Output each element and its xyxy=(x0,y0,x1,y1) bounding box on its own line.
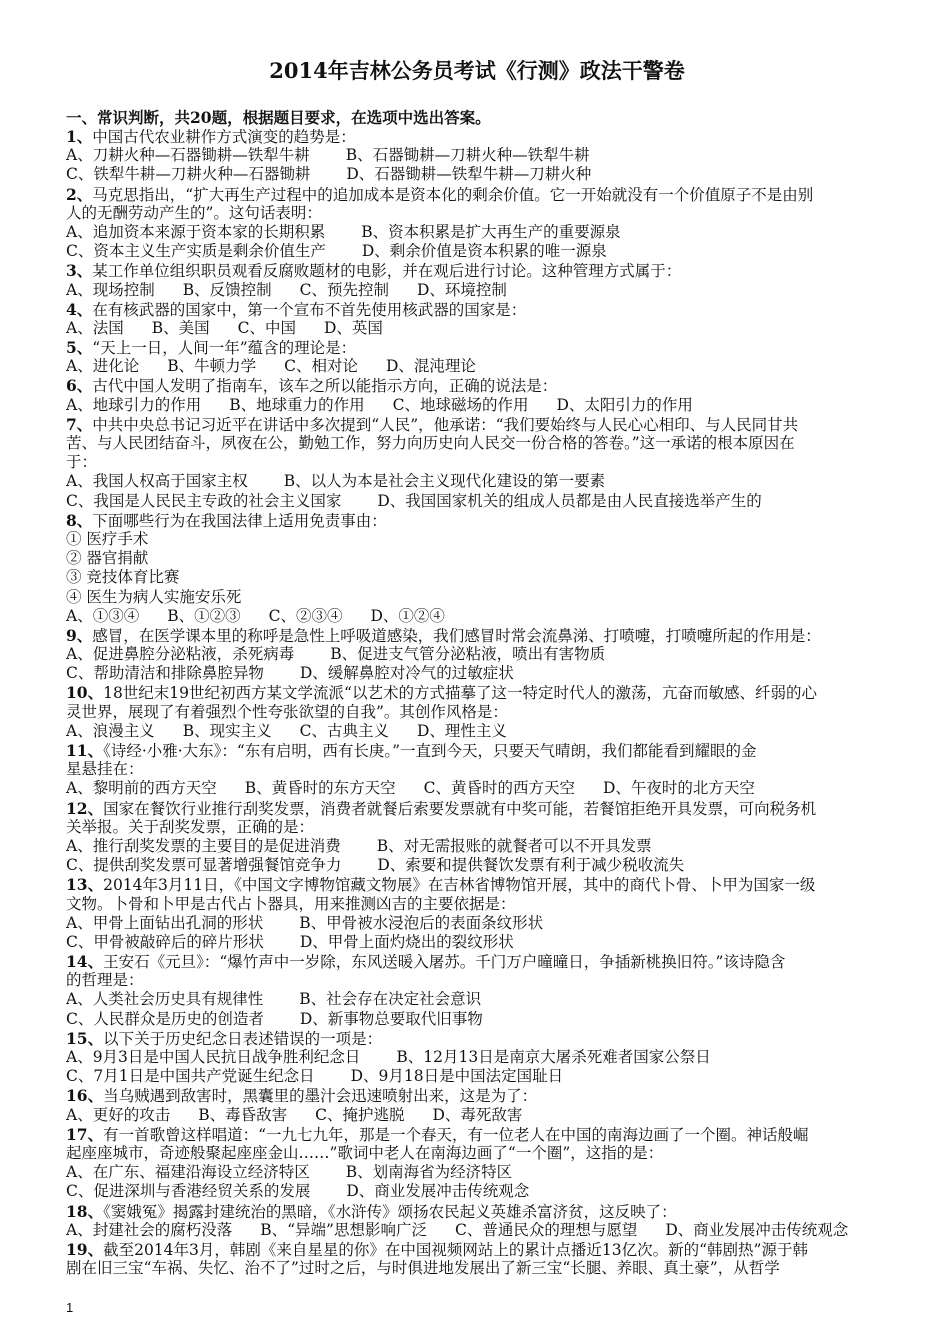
line-text: 感冒，在医学课本里的称呼是急性上呼吸道感染，我们感冒时常会流鼻涕、打喷嚏，打喷嚏所起的作用是： xyxy=(92,626,821,645)
answer-option: A、甲骨上面钻出孔洞的形状 xyxy=(66,913,264,932)
option-line xyxy=(66,165,888,184)
answer-option: C、掩护逃脱 xyxy=(315,1105,405,1124)
line-text: 某工作单位组织职员观看反腐败题材的电影，并在观后进行讨论。这种管理方式属于： xyxy=(92,262,682,281)
answer-option: B、“异端”思想影响广泛 xyxy=(260,1220,427,1239)
question-number: 15、 xyxy=(66,1028,104,1048)
answer-option: B、甲骨被水浸泡后的表面条纹形状 xyxy=(299,913,544,932)
answer-option: D、剩余价值是资本积累的唯一源泉 xyxy=(361,242,607,261)
question-stem xyxy=(66,1029,888,1048)
line-text: 于： xyxy=(66,453,98,472)
line-text: 下面哪些行为在我国法律上适用免责事由： xyxy=(92,511,387,530)
answer-option: A、刀耕火种—石器锄耕—铁犁牛耕 xyxy=(66,146,310,165)
answer-option: C、促进深圳与香港经贸关系的发展 xyxy=(66,1182,311,1201)
answer-option: D、午夜时的北方天空 xyxy=(602,779,755,798)
answer-option: D、商业发展冲击传统观念 xyxy=(346,1182,530,1201)
line-text: “天上一日，人间一年”蕴含的理论是： xyxy=(92,339,357,358)
answer-option: A、进化论 xyxy=(66,357,140,376)
option-line xyxy=(66,1163,888,1182)
line-text: ② 器官捐献 xyxy=(66,549,149,568)
line-text: 中共中央总书记习近平在讲话中多次提到“人民”，他承诺：“我们要始终与人民心心相印、与人民同甘共 xyxy=(92,415,799,434)
question-number: 17、 xyxy=(66,1124,104,1144)
line-text: 王安石《元旦》：“爆竹声中一岁除，东风送暖入屠苏。千门万户曈曈日，争插新桃换旧符。”该诗隐含 xyxy=(103,953,786,972)
text-line xyxy=(66,895,888,914)
option-line xyxy=(66,779,888,798)
answer-option: C、古典主义 xyxy=(299,721,389,740)
question-number: 3、 xyxy=(66,261,93,281)
question-stem xyxy=(66,511,888,530)
line-text: 灵世界，展现了有着强烈个性夸张欲望的自我”。其创作风格是： xyxy=(66,702,508,721)
answer-option: C、相对论 xyxy=(284,357,358,376)
option-line xyxy=(66,396,888,415)
line-text: 起座座城市，奇迹般聚起座座金山……”歌词中老人在南海边画了“一个圈”，这指的是： xyxy=(66,1143,664,1162)
question-stem xyxy=(66,741,888,760)
option-line xyxy=(66,492,888,511)
line-text: 关举报。关于刮奖发票，正确的是： xyxy=(66,817,315,836)
option-line xyxy=(66,856,888,875)
answer-option: C、7月1日是中国共产党诞生纪念日 xyxy=(66,1067,315,1086)
question-number: 10、 xyxy=(66,683,104,703)
answer-option: D、我国国家机关的组成人员都是由人民直接选举产生的 xyxy=(377,491,762,510)
answer-option: C、中国 xyxy=(237,318,296,337)
answer-option: D、①②④ xyxy=(370,606,445,625)
option-line xyxy=(66,990,888,1009)
option-line xyxy=(66,1106,888,1125)
line-text: 在有核武器的国家中，第一个宣布不首先使用核武器的国家是： xyxy=(92,300,527,319)
question-number: 18、 xyxy=(66,1201,104,1221)
question-number: 7、 xyxy=(66,414,93,434)
option-line xyxy=(66,281,888,300)
question-stem xyxy=(66,261,888,280)
option-line xyxy=(66,223,888,242)
answer-option: C、②③④ xyxy=(268,606,343,625)
line-text: 的哲理是： xyxy=(66,971,144,990)
line-text: 文物。卜骨和卜甲是古代占卜器具，用来推测凶吉的主要依据是： xyxy=(66,894,516,913)
answer-option: D、混沌理论 xyxy=(385,357,476,376)
answer-option: C、帮助清洁和排除鼻腔异物 xyxy=(66,664,264,683)
option-line xyxy=(66,357,888,376)
answer-option: B、美国 xyxy=(151,318,210,337)
text-line xyxy=(66,703,888,722)
answer-option: C、我国是人民民主专政的社会主义国家 xyxy=(66,491,342,510)
line-text: 剧在旧三宝“车祸、失忆、治不了”过时之后，与时俱进地发展出了新三宝“长腿、养眼、真土豪”，从哲学 xyxy=(66,1259,780,1278)
question-number: 4、 xyxy=(66,299,93,319)
text-line xyxy=(66,1259,888,1278)
answer-option: C、普通民众的理想与愿望 xyxy=(454,1220,638,1239)
option-line xyxy=(66,1010,888,1029)
question-stem xyxy=(66,1240,888,1259)
question-stem xyxy=(66,952,888,971)
answer-option: A、更好的攻击 xyxy=(66,1105,171,1124)
option-line xyxy=(66,1221,888,1240)
answer-option: B、社会存在决定社会意识 xyxy=(299,990,482,1009)
line-text: 马克思指出，“扩大再生产过程中的追加成本是资本化的剩余价值。它一开始就没有一个价值原子不是由别 xyxy=(92,185,814,204)
option-line xyxy=(66,146,888,165)
line-text: 有一首歌曾这样唱道：“一九七九年，那是一个春天，有一位老人在中国的南海边画了一个圈。神话般崛 xyxy=(103,1125,809,1144)
answer-option: C、地球磁场的作用 xyxy=(392,395,529,414)
answer-option: D、太阳引力的作用 xyxy=(556,395,693,414)
option-line xyxy=(66,837,888,856)
text-line xyxy=(66,1144,888,1163)
answer-option: B、促进支气管分泌粘液，喷出有害物质 xyxy=(330,645,606,664)
line-text: 《窦娥冤》揭露封建统治的黑暗，《水浒传》颂扬农民起义英雄杀富济贫，这反映了： xyxy=(103,1202,677,1221)
text-line xyxy=(66,971,888,990)
line-text: ③ 竞技体育比赛 xyxy=(66,568,180,587)
line-text: 截至2014年3月，韩剧《来自星星的你》在中国视频网站上的累计点播近13亿次。新的“韩剧热”源于韩 xyxy=(103,1240,808,1259)
question-stem xyxy=(66,1086,888,1105)
answer-option: B、现实主义 xyxy=(182,721,272,740)
text-line xyxy=(66,588,888,607)
line-text: 18世纪末19世纪初西方某文学流派“以艺术的方式描摹了这一特定时代人的激荡，亢奋而敏感、纤弱的心 xyxy=(103,684,817,703)
option-line xyxy=(66,645,888,664)
option-line xyxy=(66,914,888,933)
answer-option: A、黎明前的西方天空 xyxy=(66,779,217,798)
answer-option: D、理性主义 xyxy=(416,721,507,740)
answer-option: A、我国人权高于国家主权 xyxy=(66,472,248,491)
answer-option: A、9月3日是中国人民抗日战争胜利纪念日 xyxy=(66,1048,361,1066)
question-stem xyxy=(66,799,888,818)
option-line xyxy=(66,664,888,683)
answer-option: C、黄昏时的西方天空 xyxy=(423,779,575,798)
question-stem xyxy=(66,1125,888,1144)
answer-option: D、商业发展冲击传统观念 xyxy=(665,1220,849,1239)
answer-option: D、索要和提供餐饮发票有利于减少税收流失 xyxy=(377,856,685,875)
option-line xyxy=(66,319,888,338)
line-text: 国家在餐饮行业推行刮奖发票，消费者就餐后索要发票就有中奖可能，若餐馆拒绝开具发票，可向税务机 xyxy=(103,799,817,818)
line-text: 当乌贼遇到敌害时，黑囊里的墨汁会迅速喷射出来，这是为了： xyxy=(103,1087,538,1106)
answer-option: D、缓解鼻腔对冷气的过敏症状 xyxy=(299,664,514,683)
text-line xyxy=(66,568,888,587)
answer-option: A、法国 xyxy=(66,318,124,337)
answer-option: C、铁犁牛耕—刀耕火种—石器锄耕 xyxy=(66,165,311,184)
answer-option: B、黄昏时的东方天空 xyxy=(244,779,396,798)
answer-option: B、对无需报账的就餐者可以不开具发票 xyxy=(376,836,652,855)
answer-option: C、资本主义生产实质是剩余价值生产 xyxy=(66,242,326,261)
answer-option: D、石器锄耕—铁犁牛耕—刀耕火种 xyxy=(346,165,592,184)
answer-option: B、以人为本是社会主义现代化建设的第一要素 xyxy=(283,472,606,491)
answer-option: A、在广东、福建沿海设立经济特区 xyxy=(66,1163,310,1182)
question-number: 14、 xyxy=(66,952,104,972)
answer-option: C、甲骨被敲碎后的碎片形状 xyxy=(66,932,264,951)
text-line xyxy=(66,434,888,453)
question-number: 16、 xyxy=(66,1086,104,1106)
document-page xyxy=(66,56,888,1278)
answer-option: B、地球重力的作用 xyxy=(229,395,365,414)
answer-option: B、石器锄耕—刀耕火种—铁犁牛耕 xyxy=(345,146,590,165)
answer-option: B、牛顿力学 xyxy=(167,357,257,376)
text-line xyxy=(66,204,888,223)
question-number: 1、 xyxy=(66,127,93,146)
option-line xyxy=(66,1182,888,1201)
answer-option: B、①②③ xyxy=(167,606,241,625)
answer-option: A、推行刮奖发票的主要目的是促进消费 xyxy=(66,836,341,855)
answer-option: C、人民群众是历史的创造者 xyxy=(66,1009,264,1028)
line-text: ① 医疗手术 xyxy=(66,529,149,548)
line-text: 以下关于历史纪念日表述错误的一项是： xyxy=(103,1029,383,1048)
question-number: 13、 xyxy=(66,875,104,895)
question-stem xyxy=(66,875,888,894)
line-text: 中国古代农业耕作方式演变的趋势是： xyxy=(92,128,356,146)
answer-option: B、划南海省为经济特区 xyxy=(345,1163,513,1182)
line-text: 古代中国人发明了指南车，该车之所以能指示方向，正确的说法是： xyxy=(92,377,558,396)
question-number: 11、 xyxy=(66,741,104,760)
answer-option: C、预先控制 xyxy=(299,280,389,299)
question-stem xyxy=(66,1202,888,1221)
line-text: 人的无酬劳动产生的”。这句话表明： xyxy=(66,203,322,222)
answer-option: D、英国 xyxy=(323,318,383,337)
question-stem xyxy=(66,338,888,357)
answer-option: A、①③④ xyxy=(66,606,140,625)
answer-option: D、甲骨上面灼烧出的裂纹形状 xyxy=(299,932,514,951)
question-stem xyxy=(66,185,888,204)
option-line xyxy=(66,1067,888,1086)
line-text: 苦、与人民团结奋斗，夙夜在公，勤勉工作，努力向历史向人民交一份合格的答卷。”这一承诺的根本原因在 xyxy=(66,434,795,452)
answer-option: A、浪漫主义 xyxy=(66,721,155,740)
question-stem xyxy=(66,127,888,146)
option-line xyxy=(66,722,888,741)
question-stem xyxy=(66,415,888,434)
section-heading: 一、常识判断，共20题，根据题目要求，在选项中选出答案。 xyxy=(66,108,491,127)
answer-option: A、追加资本来源于资本家的长期积累 xyxy=(66,222,326,241)
question-number: 2、 xyxy=(66,184,93,204)
line-text: 2014年3月11日，《中国文字博物馆藏文物展》在吉林省博物馆开展，其中的商代卜骨、卜甲为国家一级 xyxy=(103,876,816,895)
answer-option: D、毒死敌害 xyxy=(432,1105,523,1124)
option-line xyxy=(66,933,888,952)
question-stem xyxy=(66,300,888,319)
answer-option: A、人类社会历史具有规律性 xyxy=(66,990,264,1009)
answer-option: B、毒昏敌害 xyxy=(198,1105,288,1124)
answer-option: A、地球引力的作用 xyxy=(66,395,202,414)
answer-option: B、资本积累是扩大再生产的重要源泉 xyxy=(361,222,621,241)
text-line xyxy=(66,549,888,568)
answer-option: D、新事物总要取代旧事物 xyxy=(299,1009,483,1028)
line-text: 《诗经·小雅·大东》：“东有启明，西有长庚。”一直到今天，只要天气晴朗，我们都能看到耀眼的金 xyxy=(103,742,757,760)
question-list xyxy=(66,127,888,1278)
text-line xyxy=(66,453,888,472)
option-line xyxy=(66,607,888,626)
text-line xyxy=(66,760,888,779)
question-number: 8、 xyxy=(66,510,93,530)
text-line xyxy=(66,818,888,837)
page-title: 2014年吉林公务员考试《行测》政法干警卷 xyxy=(269,58,685,83)
question-stem xyxy=(66,683,888,702)
line-text: ④ 医生为病人实施安乐死 xyxy=(66,587,242,606)
answer-option: D、环境控制 xyxy=(416,280,507,299)
line-text: 星悬挂在： xyxy=(66,760,144,779)
text-line xyxy=(66,530,888,549)
question-number: 9、 xyxy=(66,625,93,645)
option-line xyxy=(66,472,888,491)
page-number: 1 xyxy=(66,1300,74,1315)
question-stem xyxy=(66,376,888,395)
answer-option: D、9月18日是中国法定国耻日 xyxy=(350,1067,564,1086)
answer-option: B、反馈控制 xyxy=(182,280,272,299)
option-line xyxy=(66,242,888,261)
question-stem xyxy=(66,626,888,645)
question-number: 6、 xyxy=(66,376,93,396)
question-number: 5、 xyxy=(66,338,93,358)
answer-option: B、12月13日是南京大屠杀死难者国家公祭日 xyxy=(396,1048,711,1066)
answer-option: A、封建社会的腐朽没落 xyxy=(66,1220,233,1239)
question-number: 19、 xyxy=(66,1239,104,1259)
option-line xyxy=(66,1048,888,1067)
answer-option: C、提供刮奖发票可显著增强餐馆竞争力 xyxy=(66,856,342,875)
question-number: 12、 xyxy=(66,798,104,818)
answer-option: A、现场控制 xyxy=(66,280,155,299)
answer-option: A、促进鼻腔分泌粘液，杀死病毒 xyxy=(66,645,295,664)
